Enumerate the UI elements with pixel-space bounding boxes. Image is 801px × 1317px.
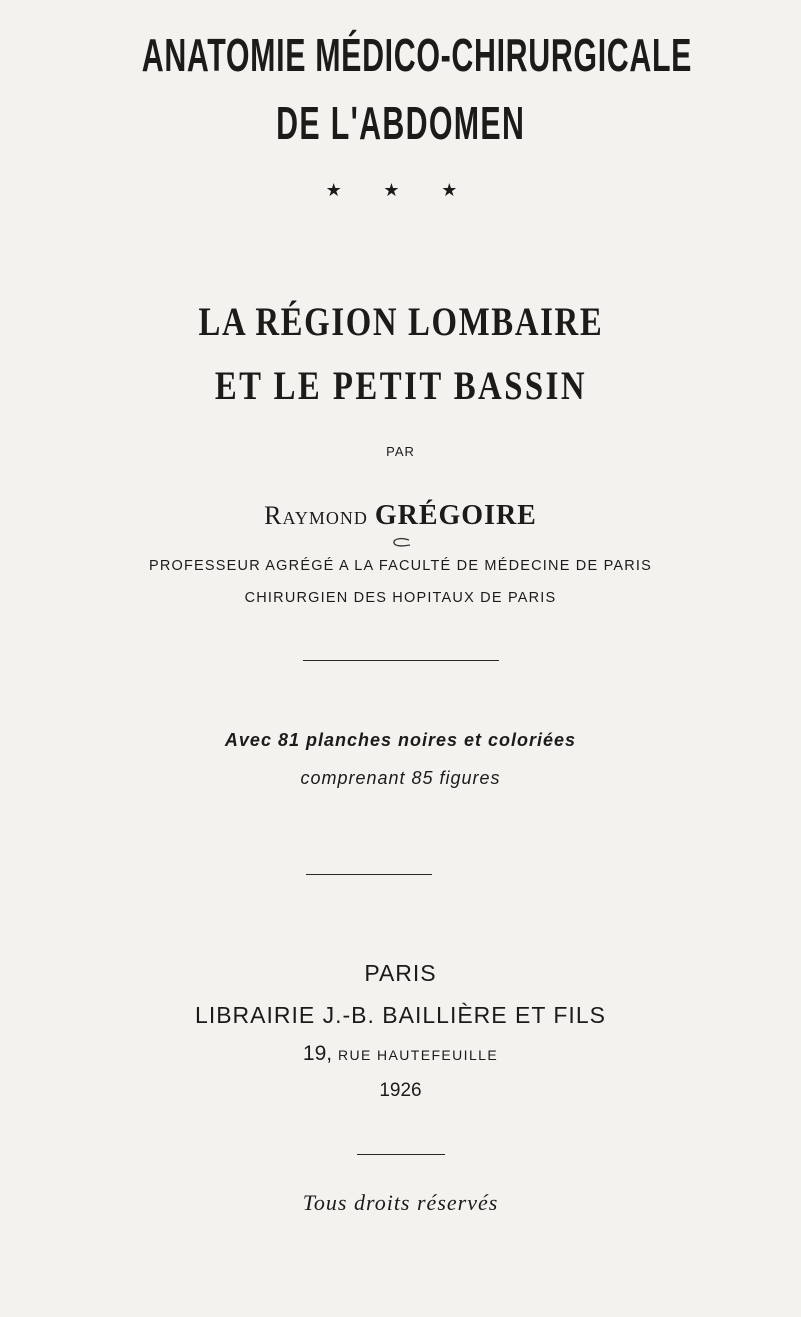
publisher-address bbox=[0, 1042, 801, 1066]
divider-rule bbox=[306, 874, 432, 875]
by-label: PAR bbox=[386, 444, 415, 459]
rights-notice: Tous droits réservés bbox=[302, 1190, 499, 1215]
subtitle-line-2: ET LE PETIT BASSIN bbox=[214, 363, 587, 408]
stars-ornament: ★ ★ ★ bbox=[325, 180, 476, 201]
subtitle-line-1: LA RÉGION LOMBAIRE bbox=[198, 299, 603, 344]
street-name: RUE HAUTEFEUILLE bbox=[337, 1047, 499, 1063]
author-name bbox=[0, 500, 801, 532]
author-first-name: Raymond bbox=[264, 501, 368, 530]
author-title-professor: PROFESSEUR AGRÉGÉ A LA FACULTÉ DE MÉDECINE DE PARIS bbox=[148, 558, 653, 574]
illustrations-line-1: Avec 81 planches noires et coloriées bbox=[224, 730, 577, 750]
author-surname: GRÉGOIRE bbox=[374, 500, 537, 531]
main-title-line-1: ANATOMIE MÉDICO-CHIRURGICALE bbox=[141, 29, 693, 81]
publisher-name: LIBRAIRIE J.-B. BAILLIÈRE ET FILS bbox=[195, 1002, 606, 1028]
author-title-surgeon: CHIRURGIEN DES HOPITAUX DE PARIS bbox=[244, 590, 557, 606]
illustrations-line-2: comprenant 85 figures bbox=[300, 768, 501, 788]
main-title-line-2: DE L'ABDOMEN bbox=[275, 97, 526, 149]
swash-ornament-icon bbox=[0, 536, 801, 554]
street-number: 19, bbox=[302, 1042, 333, 1065]
publisher-city: PARIS bbox=[364, 960, 437, 986]
divider-rule bbox=[303, 660, 499, 661]
publication-year: 1926 bbox=[379, 1080, 422, 1101]
divider-rule bbox=[357, 1154, 445, 1155]
